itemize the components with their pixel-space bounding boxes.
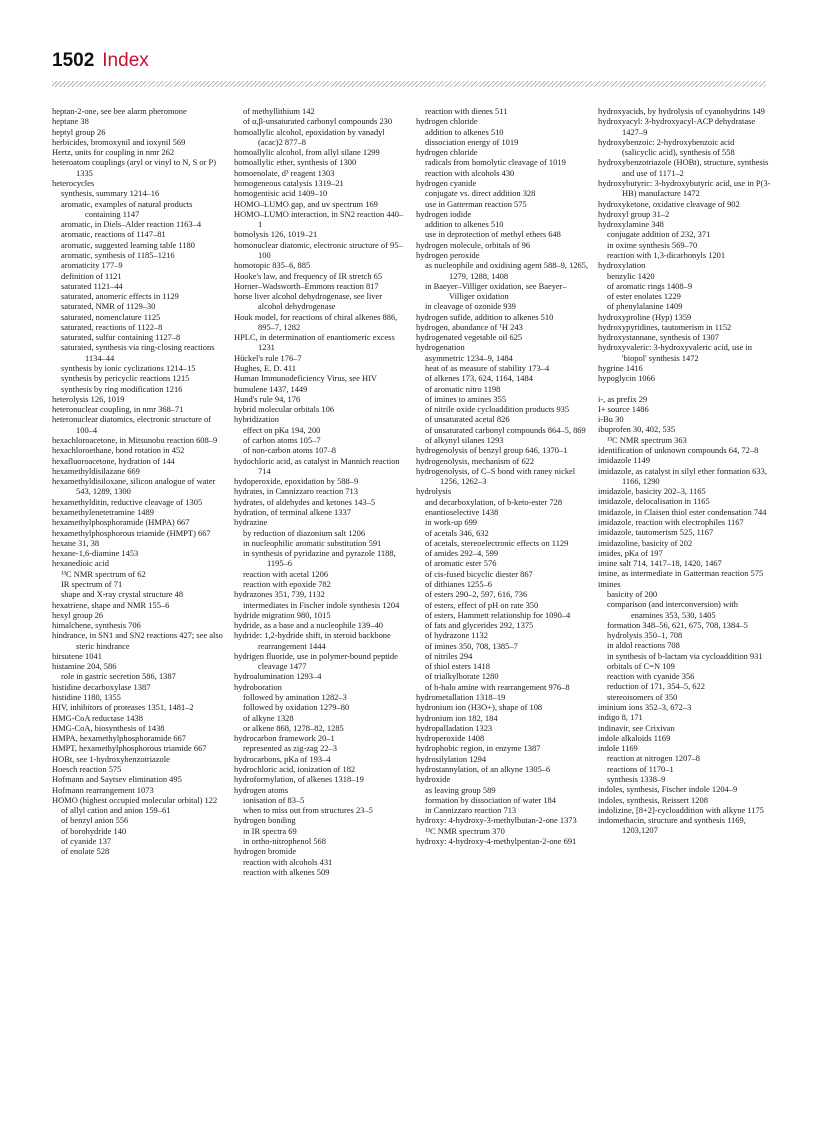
index-subentry: of b-halo amine with rearrangement 976–8 [425,681,570,692]
index-subentry: of α,β-unsaturated carbonyl compounds 230 [243,116,393,127]
index-entry: hydroformylation, of alkenes 1318–19 [234,774,364,785]
index-subentry: in IR spectra 69 [243,825,297,836]
index-entry: imidazole, reaction with electrophiles 1167 [598,516,744,527]
index-entry: hexamethyldisilazane 669 [52,465,140,476]
index-subentry: of esters 290–2, 597, 616, 736 [425,589,528,600]
index-entry: hydroxystannane, synthesis of 1307 [598,332,719,343]
index-entry: ibuprofen 30, 402, 535 [598,424,676,435]
index-subentry: use in Gatterman reaction 575 [425,198,527,209]
index-subentry: radicals from homolytic cleavage of 1019 [425,157,566,168]
index-entry: Human Immunodeficiency Virus, see HIV [234,373,377,384]
index-subentry: of borohydride 140 [61,825,127,836]
index-entry: hydrocarbons, pKa of 193–4 [234,753,331,764]
index-subentry: heat of as measure of stability 173–4 [425,363,550,374]
index-entry: hydroxyproline (Hyp) 1359 [598,311,692,322]
index-subentry: saturated, sulfur containing 1127–8 [61,332,181,343]
index-entry: hydroxypyridines, tautomerism in 1152 [598,321,732,332]
index-subentry: hydrolysis 350–1, 708 [607,630,683,641]
index-subentry: ¹³C NMR spectrum of 62 [61,568,146,579]
index-entry: hydrogen peroxide [416,249,480,260]
index-subentry: conjugate addition of 232, 371 [607,229,711,240]
index-subentry: aromaticity 177–9 [61,260,123,271]
index-entry: imidazole, tautomerism 525, 1167 [598,527,714,538]
index-subentry: of hydrazone 1132 [425,630,488,641]
page-title: Index [102,50,149,71]
index-entry: hydroxylation [598,260,646,271]
index-entry: hydrogen chloride [416,147,478,158]
index-entry: hydrogenated vegetable oil 625 [416,332,523,343]
index-subentry: followed by amination 1282–3 [243,692,347,703]
index-entry: Hoesch reaction 575 [52,764,122,774]
index-subentry: in Baeyer–Villiger oxidation, see Baeyer–Villiger oxidation [425,280,567,302]
index-subentry: synthesis, summary 1214–16 [61,188,160,199]
index-entry: hexatriene, shape and NMR 155–6 [52,599,170,610]
index-subentry: in nucleophilic aromatic substitution 591 [243,537,382,548]
index-column-1 [52,106,225,877]
index-entry: hydride: 1,2-hydride shift, in steroid backbone rearrangement 1444 [234,630,391,651]
index-entry: heterolysis 126, 1019 [52,393,125,404]
index-entry: HPLC, in determination of enantiomeric excess 1231 [234,332,395,353]
index-entry: hybridization [234,414,279,425]
index-entry: imines [598,578,621,589]
index-entry: homoallylic alcohol, epoxidation by vanadyl (acac)2 877–8 [234,126,385,147]
index-subentry: basicity of 200 [607,588,658,599]
index-entry: hydrosilylation 1294 [416,753,487,764]
index-subentry: of acetals, stereoelectronic effects on 1129 [425,537,569,548]
index-entry: HIV, inhibitors of proteases 1351, 1481–2 [52,702,194,713]
index-subentry: in work-up 699 [425,517,478,528]
index-subentry: aromatic, synthesis of 1185–1216 [61,249,175,260]
index-entry: Houk model, for reactions of chiral alkenes 886, 895–7, 1282 [234,311,398,332]
index-entry: hexafluoroacetone, hydration of 144 [52,455,175,466]
index-entry: hydoperoxide, epoxidation by 588–9 [234,476,359,487]
index-subentry: or alkene 868, 1278–82, 1285 [243,722,344,733]
index-entry: HMPA, hexamethylphosphoramide 667 [52,733,186,744]
index-subentry: reaction at nitrogen 1207–8 [607,753,701,764]
index-entry: hydrometallation 1318–19 [416,692,506,703]
index-subentry: enantioselective 1438 [425,506,499,517]
index-subentry: of nitrile oxide cycloaddition products 935 [425,404,570,415]
index-entry: hydration, of terminal alkene 1337 [234,506,351,517]
index-entry: hydrophobic region, in enzyme 1387 [416,743,541,754]
index-entry: hydrazones 351, 739, 1132 [234,589,325,600]
index-subentry: orbitals of C=N 109 [607,660,675,671]
index-entry: hexamethylphosphoramide (HMPA) 667 [52,517,190,528]
index-subentry: formation 348–56, 621, 675, 708, 1384–5 [607,619,748,630]
index-subentry: reaction with alcohols 431 [243,856,333,867]
index-entry: HOMO–LUMO gap, and uv spectrum 169 [234,198,378,209]
index-entry: HMG-CoA, biosynthesis of 1438 [52,722,165,733]
index-entry: homonuclear diatomic, electronic structure of 95–100 [234,239,403,260]
page-number: 1502 [52,50,95,71]
index-entry: hydride, as a base and a nucleophile 139–40 [234,620,384,631]
index-entry: hydronium ion 182, 184 [416,712,498,723]
index-subentry: reaction with cyanide 356 [607,671,695,682]
index-entry: Hughes, E. D. 411 [234,363,297,374]
index-subentry: ¹³C NMR spectrum 363 [607,434,687,445]
index-subentry: when to miss out from structures 23–5 [243,805,373,816]
index-entry: Hertz, units for coupling in nmr 262 [52,147,175,158]
index-entry: homolysis 126, 1019–21 [234,229,318,240]
index-entry: heptan-2-one, see bee alarm pheromone [52,106,187,116]
index-subentry: of aromatic nitro 1198 [425,383,501,394]
index-subentry: reactions of 1170–1 [607,763,674,774]
index-entry: hexyl group 26 [52,609,104,620]
index-entry: indinavir, see Crixivan [598,722,675,733]
index-entry: hexamethyldisiloxane, silicon analogue of water 543, 1289, 1300 [52,476,216,497]
index-subentry: aromatic, suggested learning table 1180 [61,239,195,250]
index-entry: hydroxyketone, oxidative cleavage of 902 [598,198,740,209]
index-entry: horse liver alcohol dehydrogenase, see liver alcohol dehydrogenase [234,291,383,312]
index-column-3 [416,106,589,877]
index-subentry: and decarboxylation, of b-keto-ester 728 [425,496,563,507]
index-entry: hexamethylditin, reductive cleavage of 1305 [52,496,203,507]
index-subentry: by reduction of diazonium salt 1206 [243,527,366,538]
index-subentry: asymmetric 1234–9, 1484 [425,352,513,363]
index-subentry: of alkynyl silanes 1293 [425,435,504,445]
index-entry: hirsutene 1041 [52,650,102,661]
index-entry: i-Bu 30 [598,414,624,425]
index-entry: hydrates, in Cannizzaro reaction 713 [234,486,358,497]
index-entry: hydrostannylation, of an alkyne 1305–6 [416,764,551,774]
index-entry: i-, as prefix 29 [598,393,648,404]
index-entry: hexane 31, 38 [52,537,100,548]
index-entry: hydrigen fluoride, use in polymer-bound peptide cleavage 1477 [234,650,398,672]
index-entry: hydrogen bonding [234,815,296,826]
index-subentry: comparison (and interconversion) with enamines 353, 530, 1405 [607,599,738,620]
index-entry: hydrogenolysis of benzyl group 646, 1370–1 [416,445,568,456]
index-entry: indigo 8, 171 [598,712,643,723]
index-subentry: addition to alkenes 510 [425,126,504,137]
index-subentry: in synthesis of b-lactam via cycloaddition 931 [607,650,763,661]
index-column-2 [234,106,407,877]
index-subentry: of carbon atoms 105–7 [243,435,321,445]
index-subentry: IR spectrum of 71 [61,578,123,589]
index-entry: hydrolysis [416,486,452,497]
index-subentry: of unsaturated acetal 826 [425,414,510,425]
index-entry: hydroxyl group 31–2 [598,208,670,219]
index-subentry: ionisation of 83–5 [243,794,305,805]
index-subentry: conjugate vs. direct addition 328 [425,188,536,199]
index-subentry: of allyl cation and anion 159–61 [61,805,171,816]
index-entry: hydroboration [234,681,282,692]
index-subentry: of cis-fused bicyclic diester 867 [425,568,533,579]
index-entry: hydroxybenzotriazole (HOBt), structure, synthesis and use of 1171–2 [598,157,769,178]
index-subentry: ¹³C NMR spectrum 370 [425,825,505,836]
index-entry: hydrogenation [416,342,465,353]
index-entry: imides, pKa of 197 [598,547,663,558]
index-entry: hydrogen atoms [234,784,289,795]
index-entry: indoles, synthesis, Fischer indole 1204–9 [598,784,738,795]
index-entry: homogentisic acid 1409–10 [234,188,328,199]
index-entry: hydropalladation 1323 [416,722,493,733]
index-subentry: saturated 1121–44 [61,280,123,291]
index-entry: imidazole, basicity 202–3, 1165 [598,486,706,497]
index-subentry: of alkyne 1328 [243,712,294,723]
index-subentry: of imines to amines 355 [425,393,507,404]
index-subentry: dissociation energy of 1019 [425,136,519,147]
index-entry: HMG-CoA reductase 1438 [52,712,143,723]
index-subentry: effect on pKa 194, 200 [243,424,321,435]
index-entry: Hund's rule 94, 176 [234,393,301,404]
index-subentry: synthesis 1338–9 [607,774,666,784]
index-entry: histidine decarboxylase 1387 [52,681,151,692]
index-entry: imine, as intermediate in Gatterman reaction 575 [598,568,764,579]
header-rule [52,81,766,87]
index-subentry: represented as zig-zag 22–3 [243,743,337,754]
index-entry: heptane 38 [52,116,89,127]
index-subentry: reaction with alcohols 430 [425,167,515,178]
index-subentry: reaction with 1,3-dicarbonyls 1201 [607,249,726,260]
index-entry: I+ source 1486 [598,403,649,414]
index-entry: hygrine 1416 [598,363,643,374]
index-entry: hydrogen sufide, addition to alkenes 510 [416,311,554,322]
index-entry: hydrogen iodide [416,208,472,219]
index-subentry: reduction of 171, 354–5, 622 [607,681,705,692]
index-entry: hydroxy: 4-hydroxy-3-methylbutan-2-one 1373 [416,815,577,826]
index-entry: hindrance, in SN1 and SN2 reactions 427; see also steric hindrance [52,630,223,651]
index-entry: hexamethylphosphorous triamide (HMPT) 667 [52,527,211,538]
index-subentry: role in gastric secretion 586, 1387 [61,671,176,682]
index-entry: homoallylic alcohol, from allyl silane 1299 [234,147,380,158]
index-subentry: of unsaturated carbonyl compounds 864–5, 869 [425,424,586,435]
index-entry: Hückel's rule 176–7 [234,352,302,363]
index-subentry: saturated, synthesis via ring-closing reactions 1134–44 [61,342,215,363]
index-entry: hexachloroacetone, in Mitsunobu reaction 608–9 [52,435,218,445]
index-entry: hypoglycin 1066 [598,373,655,384]
index-entry: indole 1169 [598,743,638,754]
index-entry: hexanedioic acid [52,558,109,569]
index-entry: herbicides, bromoxynil and ioxynil 569 [52,136,186,147]
index-entry: hydrogenolysis, of C–S bond with raney nickel 1256, 1262–3 [416,465,576,487]
index-entry: histamine 204, 586 [52,661,117,672]
index-subentry: reaction with alkenes 509 [243,866,330,877]
index-entry: identification of unknown compounds 64, 72–8 [598,445,759,455]
index-entry: indoles, synthesis, Reissert 1208 [598,794,708,805]
index-subentry: in synthesis of pyridazine and pyrazole 1188, 1195–6 [243,548,396,569]
index-entry: imine salt 714, 1417–18, 1420, 1467 [598,558,722,569]
index-entry: himalchene, synthesis 706 [52,620,141,631]
index-entry: heteroatom couplings (aryl or vinyl to N, S or P) 1335 [52,157,217,178]
index-entry: heteronuclear diatomics, electronic structure of 100–4 [52,414,212,435]
index-subentry: of aromatic rings 1408–9 [607,280,693,291]
index-entry: hydrogen molecule, orbitals of 96 [416,239,531,250]
index-subentry: in ortho-nitrophenol 568 [243,835,326,846]
index-entry: Hofmann rearrangement 1073 [52,784,154,795]
index-entry: imidazole, delocalisation in 1165 [598,496,710,507]
index-subentry: of alkenes 173, 624, 1164, 1484 [425,373,533,384]
index-subentry: use in deprotection of methyl ethers 648 [425,229,561,240]
index-subentry: reaction with epoxide 782 [243,578,331,589]
index-subentry: synthesis by ionic cyclizations 1214–15 [61,363,196,374]
index-subentry: saturated, reactions of 1122–8 [61,321,163,332]
index-subentry: of aromatic ester 576 [425,558,497,569]
index-subentry: followed by oxidation 1279–80 [243,702,350,713]
index-entry: hydrogen cyanide [416,177,477,188]
index-entry: HMPT, hexamethylphosphorous triamide 667 [52,743,207,754]
index-entry: homotopic 835–6, 885 [234,260,311,271]
index-entry: imidazole, as catalyst in silyl ether formation 633, 1166, 1290 [598,465,767,486]
index-subentry: of non-carbon atoms 107–8 [243,445,337,456]
index-subentry: reaction with dienes 511 [425,106,508,116]
index-subentry: aromatic, reactions of 1147–81 [61,229,166,240]
index-entry: hydroalumination 1293–4 [234,671,322,682]
index-entry: hydroxylamine 348 [598,219,664,230]
index-subentry: of phenylalanine 1409 [607,301,683,312]
index-entry: hydroxy: 4-hydroxy-4-methylpentan-2-one 691 [416,835,577,846]
index-subentry: of ester enolates 1229 [607,291,681,302]
index-entry: indolizine, [8+2]-cycloaddition with alkyne 1175 [598,804,764,815]
index-entry: homogeneous catalysis 1319–21 [234,177,344,188]
index-subentry: as leaving group 589 [425,784,496,795]
index-entry: hydroxyacids, by hydrolysis of cyanohydrins 149 [598,106,765,116]
index-subentry: of dithianes 1255–6 [425,578,493,589]
index-subentry: saturated, nomenclature 1125 [61,311,161,322]
index-subentry: reaction with acetal 1206 [243,568,329,579]
index-subentry: of trialkylborate 1280 [425,671,499,682]
index-entry: hydrogen chloride [416,116,478,127]
index-entry: imidazole, in Claisen thiol ester condensation 744 [598,506,767,517]
index-entry: iminium ions 352–3, 672–3 [598,702,692,713]
index-subentry: of methyllithium 142 [243,106,315,116]
index-entry: HOBt, see 1-hydroxybenzotriazole [52,753,170,764]
index-subentry: synthesis by pericyclic reactions 1215 [61,373,190,384]
index-entry: hydroxybenzoic: 2-hydroxybenzoic acid (salicyclic acid), synthesis of 558 [598,136,735,158]
index-entry: hydrogenolysis, mechanism of 622 [416,455,535,466]
index-entry: Hooke's law, and frequency of IR stretch 65 [234,270,383,281]
index-subentry: of nitriles 294 [425,650,473,661]
index-subentry: definition of 1121 [61,270,122,281]
index-entry: indomethacin, structure and synthesis 1169, 1203,1207 [598,815,746,836]
index-entry: heterocycles [52,177,95,188]
index-entry: hybrid molecular orbitals 106 [234,404,335,415]
index-entry: hydrazine [234,517,268,528]
index-entry: hydroxide [416,774,451,785]
index-subentry: shape and X-ray crystal structure 48 [61,589,184,600]
index-column-4 [598,106,771,877]
index-entry: hydroxyacyl: 3-hydroxyacyl-ACP dehydratase 1427–9 [598,116,756,137]
index-subentry: of enolate 528 [61,846,110,857]
index-subentry: of esters, Hammett relationship for 1090–4 [425,609,571,620]
index-subentry: formation by dissociation of water 184 [425,794,556,805]
index-entry: imidazoline, basicity of 202 [598,537,693,548]
index-entry: humulene 1437, 1449 [234,383,308,394]
index-subentry: of fats and glycerides 292, 1375 [425,620,534,631]
index-entry: hexamethylenetetramine 1489 [52,506,154,517]
index-entry: hydroperoxide 1408 [416,733,485,744]
index-entry: hydrochloric acid, ionization of 182 [234,764,356,774]
index-entry: hydride migration 980, 1015 [234,609,331,620]
index-entry: hydrocarbon framework 20–1 [234,733,335,744]
index-subentry: synthesis by ring modification 1216 [61,383,183,394]
page-header [52,50,149,72]
index-subentry: of thiol esters 1418 [425,661,490,672]
index-entry: hydochloric acid, as catalyst in Mannich reaction 714 [234,455,400,476]
index-entry: homoallylic ether, synthesis of 1300 [234,157,357,168]
index-entry: HOMO (highest occupied molecular orbital) 122 [52,794,218,805]
index-subentry: in cleavage of ozonide 939 [425,301,516,312]
index-subentry: in Cannizzaro reaction 713 [425,805,517,816]
index-entry: hydroxybutyric: 3-hydroxybutyric acid, use in P(3-HB) manufacture 1472 [598,177,771,199]
index-entry: Horner–Wadsworth–Emmons reaction 817 [234,280,379,291]
index-entry: homoenolate, d³ reagent 1303 [234,167,335,178]
index-subentry: of cyanide 137 [61,835,112,846]
index-entry: heptyl group 26 [52,126,106,137]
index-entry: Hofmann and Saytsev elimination 495 [52,774,182,785]
index-entry: hydroxyvaleric: 3-hydroxyvaleric acid, use in 'biopol' synthesis 1472 [598,342,752,363]
index-entry: hydrogen, abundance of ¹H 243 [416,321,523,332]
index-subentry: in oxime synthesis 569–70 [607,239,698,250]
index-subentry: intermediates in Fischer indole synthesis 1204 [243,599,400,610]
index-subentry: in aldol reactions 708 [607,640,680,651]
index-entry: HOMO–LUMO interaction, in SN2 reaction 440–1 [234,208,404,230]
index-subentry: as nucleophile and oxidising agent 588–9, 1265, 1279, 1288, 1408 [425,260,589,281]
index-entry: indole alkaloids 1169 [598,732,671,743]
index-entry: hydrates, of aldehydes and ketones 143–5 [234,496,376,507]
index-entry: imidazole 1149 [598,455,650,466]
index-subentry: saturated, NMR of 1129–30 [61,301,156,312]
index-subentry: of imines 350, 708, 1385–7 [425,640,518,651]
index-subentry: of amides 292–4, 599 [425,548,499,559]
index-columns [52,106,772,877]
index-entry: heteronuclear coupling, in nmr 368–71 [52,404,184,415]
index-subentry: saturated, anomeric effects in 1129 [61,291,179,302]
index-entry: hydrogen bromide [234,846,297,857]
index-entry: hexachloroethane, bond rotation in 452 [52,445,185,456]
index-subentry: stereoisomers of 350 [607,691,678,702]
index-subentry: of esters, effect of pH on rate 350 [425,599,539,610]
index-entry: hydronium ion (H3O+), shape of 108 [416,702,543,713]
index-entry: hexane-1,6-diamine 1453 [52,548,139,559]
index-subentry: addition to alkenes 510 [425,219,504,230]
index-subentry: of benzyl anion 556 [61,815,129,826]
index-subentry: aromatic, in Diels–Alder reaction 1163–4 [61,219,202,230]
index-subentry: of acetals 346, 632 [425,527,489,538]
index-subentry: benzylic 1420 [607,270,655,281]
index-entry: histidine 1180, 1355 [52,692,121,703]
index-subentry: aromatic, examples of natural products containing 1147 [61,198,193,219]
